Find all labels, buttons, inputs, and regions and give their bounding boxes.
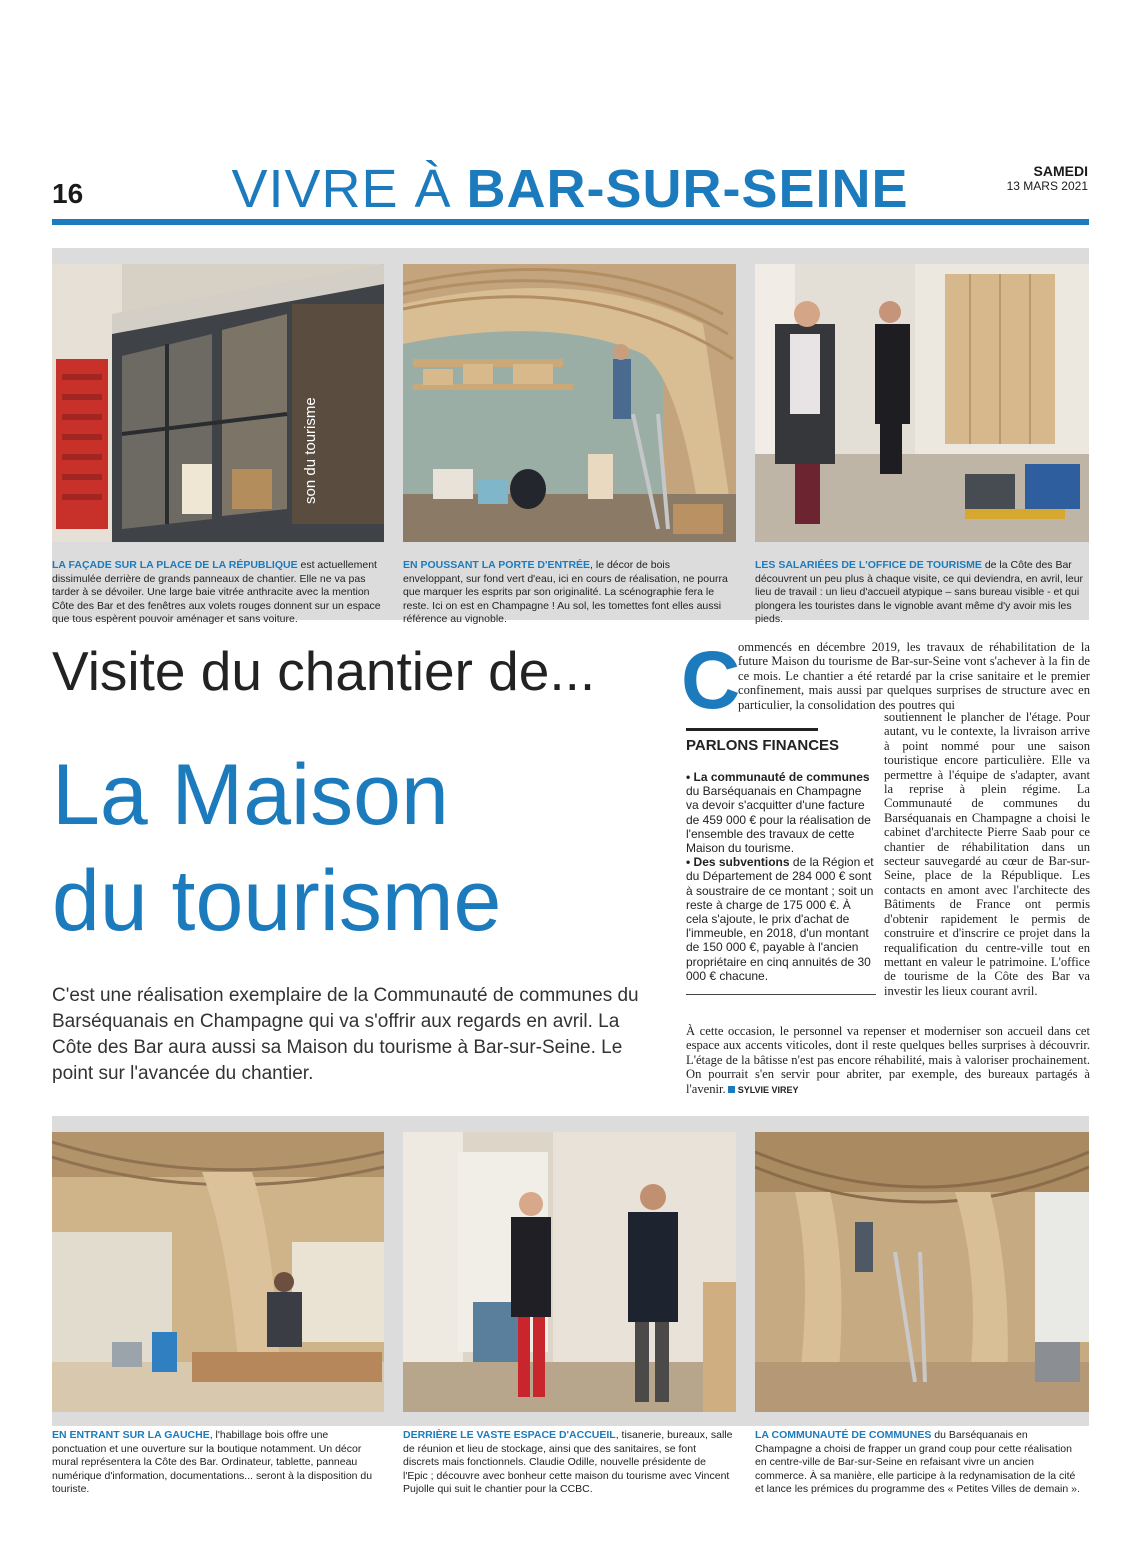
- caption-facade-text: est actuellement dissimulée derrière de grands panneaux de chantier. Elle ne va pas tarder à se dévoiler. Une large baie vitrée anthracite avec la mention Côte des Bar et des fenêtres aux volets rouges donnent sur un espace que tous espèrent pouvoir aménager et sans voiture.: [52, 559, 381, 625]
- photo-accueil: [403, 1132, 736, 1412]
- rubric-light: VIVRE À: [231, 159, 452, 219]
- finances-item-1-bold: • La communauté de communes: [686, 770, 870, 784]
- finances-rule: [686, 728, 818, 731]
- section-rubric: [0, 156, 1140, 222]
- facade-illustration: [52, 264, 384, 542]
- body-intro: ommencés en décembre 2019, les travaux de réhabilitation de la future Maison du tourisme de Bar-sur-Seine vont s'achever à la fin de ce mois. Le chantier a été retardé par la crise sanitaire et le premier confinement, mais aussi par quelques surprises de structure avec en particulier, la consolidation des poutres qui: [738, 640, 1090, 712]
- finances-item-1-text: du Barséquanais en Champagne va devoir s'acquitter d'une facture de 459 000 € pour la réalisation de l'ensemble des travaux de cette Maison du tourisme.: [686, 784, 871, 856]
- finances-item-1: [686, 770, 874, 855]
- article-headline: [52, 742, 501, 954]
- article-chapo: C'est une réalisation exemplaire de la Communauté de communes du Barséquanais en Champagne qui va s'offrir aux regards en avril. La Côte des Bar aura aussi sa Maison du tourisme à Bar-sur-Seine. Le point sur l'avancée du chantier.: [52, 985, 639, 1084]
- headline-line-1: La Maison: [52, 747, 449, 843]
- caption-gauche-lead: EN ENTRANT SUR LA GAUCHE: [52, 1429, 210, 1441]
- communaute-illustration: [755, 1132, 1089, 1412]
- gauche-illustration: [52, 1132, 384, 1412]
- caption-gauche: [52, 1429, 382, 1497]
- finances-item-2-bold: • Des subventions: [686, 855, 790, 870]
- finances-text: [686, 770, 874, 983]
- caption-entree: [403, 559, 733, 627]
- photo-communaute: [755, 1132, 1089, 1412]
- caption-accueil: [403, 1429, 733, 1497]
- caption-salariees: [755, 559, 1085, 627]
- caption-communaute-lead: LA COMMUNAUTÉ DE COMMUNES: [755, 1429, 932, 1441]
- accueil-illustration: [403, 1132, 736, 1412]
- photo-facade: [52, 264, 384, 542]
- rubric-bold: BAR-SUR-SEINE: [466, 159, 909, 219]
- finances-title: PARLONS FINANCES: [686, 737, 840, 754]
- finances-bottom-rule: [686, 994, 876, 995]
- photo-gauche: [52, 1132, 384, 1412]
- finances-item-2-text: de la Région et du Département de 284 000 € sont à soustraire de ce montant ; soit un reste à charge de 175 000 €. À cela s'ajoute, le prix d'achat de l'immeuble, en 2018, d'un montant de 150 000 €, payable à l'ancien propriétaire en cinq annuités de 30 000 € chacune.: [686, 855, 874, 983]
- caption-accueil-lead: DERRIÈRE LE VASTE ESPACE D'ACCUEIL: [403, 1429, 616, 1441]
- issue-day: SAMEDI: [1033, 163, 1088, 179]
- page-number: 16: [52, 178, 84, 209]
- caption-gauche-text: , l'habillage bois offre une ponctuation et une ouverture sur la boutique notamment. Un décor mural représentera la Côte des Bar. Ordinateur, tablette, panneau numérique d'information, documentations... seront à la disposition du touriste.: [52, 1429, 373, 1495]
- issue-date: [1007, 164, 1088, 194]
- header-rule: [52, 219, 1089, 225]
- caption-entree-text: , le décor de bois enveloppant, sur fond vert d'eau, ici en cours de réalisation, ne pourra que marquer les esprits par son originalité. La scénographie fera le reste. Ici on est en Champagne ! Au sol, les tomettes font elles aussi référence au vignoble.: [403, 559, 728, 625]
- drop-cap: C: [681, 635, 741, 726]
- caption-facade: [52, 559, 382, 627]
- signature-square-icon: [728, 1086, 735, 1093]
- facade-sign-text: son du tourisme: [302, 397, 319, 504]
- body-column: soutiennent le plancher de l'étage. Pour autant, vu le contexte, la livraison arrive à point nommé pour une saison touristique encore particulière. Elle va permettre à l'équipe de s'adapter, avant la reprise à plein régime. La Communauté de communes du Barséquanais en Champagne a choisi le cabinet d'architecte Pierre Saab pour ce chantier de réhabilitation dans un secteur sauvegardé au cœur de Bar-sur-Seine, place de la République. Les contacts en amont avec l'architecte des Bâtiments de France ont permis d'obtenir rapidement le permis de construire et d'inscrire ce projet dans la requalification du centre-ville tout en mettant en valeur le patrimoine. L'office de tourisme de la Côte des Bar va investir les lieux courant avril.: [884, 710, 1090, 998]
- caption-communaute-text: du Barséquanais en Champagne a choisi de frapper un grand coup pour cette réalisation en centre-ville de Bar-sur-Seine en refaisant vivre un ancien commerce. À sa manière, elle participe à la redynamisation de la cité et lance les prémices du programme des « Petites Villes de demain ».: [755, 1429, 1080, 1495]
- body-end: [686, 1024, 1090, 1097]
- entree-illustration: [403, 264, 736, 542]
- headline-line-2: du tourisme: [52, 853, 502, 949]
- issue-date-text: 13 MARS 2021: [1006, 179, 1088, 193]
- caption-facade-lead: LA FAÇADE SUR LA PLACE DE LA RÉPUBLIQUE: [52, 559, 298, 571]
- finances-item-2: [686, 855, 874, 983]
- article-kicker: Visite du chantier de...: [52, 640, 596, 702]
- caption-salariees-lead: LES SALARIÉES DE L'OFFICE DE TOURISME: [755, 559, 982, 571]
- salariees-illustration: [755, 264, 1089, 542]
- caption-accueil-text: , tisanerie, bureaux, salle de réunion et lieu de stockage, ainsi que des sanitaires, se font discrets mais fonctionnels. Claudie Odille, nouvelle présidente de l'Epic ; découvre avec bonheur cette maison du tourisme avec Vincent Pujolle qui suit le chantier pour la CCBC.: [403, 1429, 733, 1495]
- author-signature: SYLVIE VIREY: [737, 1084, 799, 1095]
- caption-communaute: [755, 1429, 1085, 1497]
- caption-entree-lead: EN POUSSANT LA PORTE D'ENTRÉE: [403, 559, 591, 571]
- caption-salariees-text: de la Côte des Bar découvrent un peu plus à chaque visite, ce qui deviendra, en avril, leur lieu de travail : un lieu d'accueil atypique – sans bureau visible - et qui plongera les touristes dans le vignoble avant même d'y avoir mis les pieds.: [755, 559, 1084, 625]
- photo-salariees: [755, 264, 1089, 542]
- body-end-text: À cette occasion, le personnel va repenser et moderniser son accueil dans cet espace aux accents viticoles, dont il reste quelques belles surprises à découvrir. L'étage de la bâtisse n'est pas encore réhabilité, mais à valoriser prochainement. On pourrait s'en servir pour abriter, par exemple, des bureaux partagés à l'avenir.: [686, 1024, 1090, 1096]
- photo-entree: [403, 264, 736, 542]
